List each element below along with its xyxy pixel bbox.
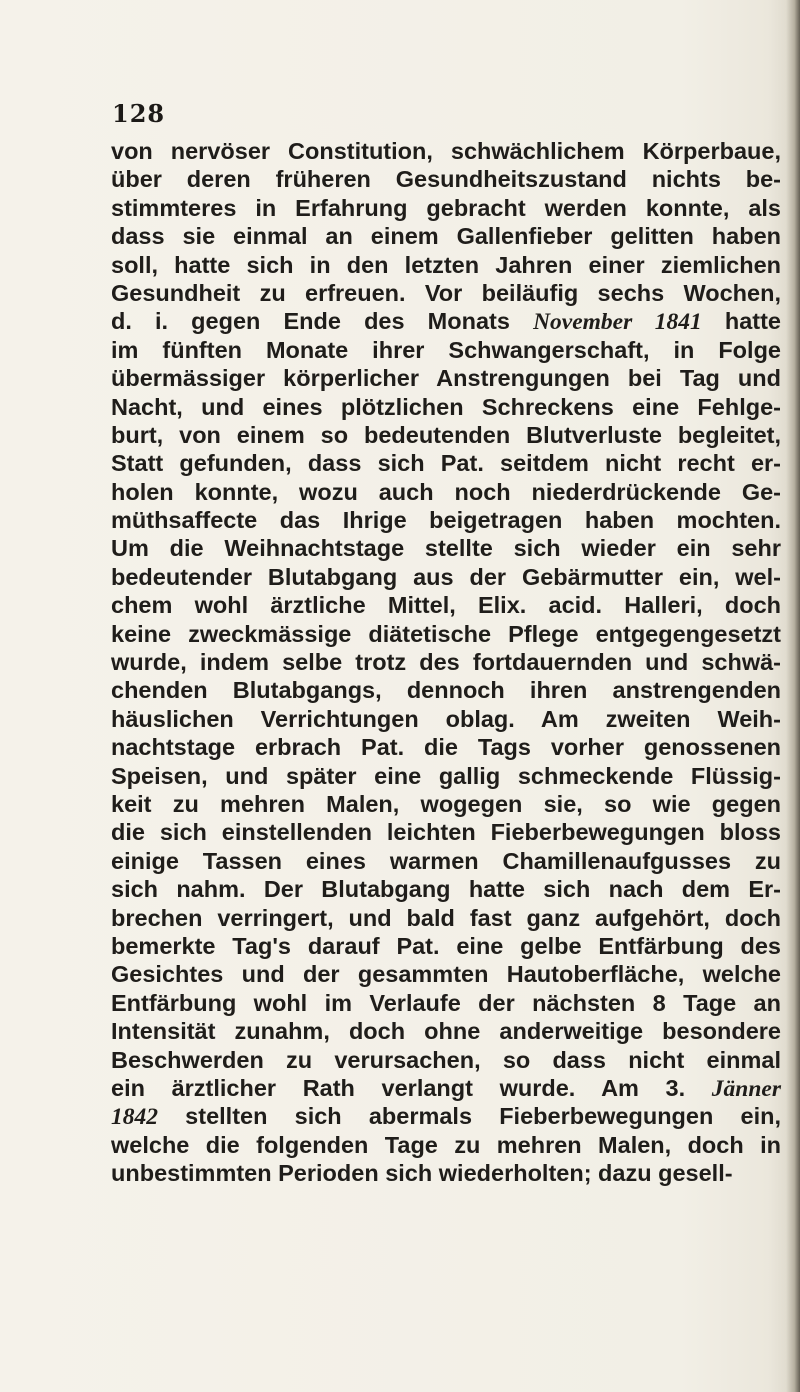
- text-segment: brechen verringert, und bald fast ganz aufgehört, doch: [111, 904, 781, 931]
- text-segment: hatte: [701, 308, 781, 335]
- text-segment: stellten sich abermals Fieberbewegungen ein,: [158, 1103, 781, 1130]
- text-segment: stimmteres in Erfahrung gebracht werden konnte, als: [111, 194, 781, 221]
- text-line: [111, 1131, 781, 1159]
- text-line: [111, 393, 781, 421]
- text-segment: sich nahm. Der Blutabgang hatte sich nach dem Er-: [111, 876, 781, 903]
- text-line: [111, 1046, 781, 1074]
- text-line: [111, 591, 781, 619]
- text-segment: dass sie einmal an einem Gallenfieber gelitten haben: [111, 223, 781, 250]
- text-line: [111, 676, 781, 704]
- text-line: [111, 1102, 781, 1130]
- text-line: [111, 336, 781, 364]
- text-segment: die sich einstellenden leichten Fieberbewegungen bloss: [111, 819, 781, 846]
- text-segment: übermässiger körperlicher Anstrengungen bei Tag und: [111, 365, 781, 392]
- text-segment: bemerkte Tag's darauf Pat. eine gelbe Entfärbung des: [111, 932, 781, 959]
- text-segment: nachtstage erbrach Pat. die Tags vorher genossenen: [111, 734, 781, 761]
- text-segment: soll, hatte sich in den letzten Jahren einer ziemlichen: [111, 251, 781, 278]
- text-segment: im fünften Monate ihrer Schwangerschaft, in Folge: [111, 336, 781, 363]
- text-line: [111, 421, 781, 449]
- text-segment: Beschwerden zu verursachen, so dass nicht einmal: [111, 1046, 781, 1073]
- text-line: [111, 194, 781, 222]
- text-segment: d. i. gegen Ende des Monats: [111, 308, 534, 335]
- text-line: [111, 279, 781, 307]
- text-line: [111, 875, 781, 903]
- text-line: [111, 762, 781, 790]
- text-segment: Nacht, und eines plötzlichen Schreckens eine Fehlge-: [111, 393, 781, 420]
- text-line: [111, 705, 781, 733]
- text-line: [111, 222, 781, 250]
- text-line: [111, 449, 781, 477]
- text-segment: keine zweckmässige diätetische Pflege entgegengesetzt: [111, 620, 781, 647]
- text-segment: häuslichen Verrichtungen oblag. Am zweiten Weih-: [111, 705, 781, 732]
- text-segment: Statt gefunden, dass sich Pat. seitdem nicht recht er-: [111, 450, 781, 477]
- text-line: [111, 478, 781, 506]
- text-line: [111, 307, 781, 335]
- text-segment: wurde, indem selbe trotz des fortdauernden und schwä-: [111, 649, 781, 676]
- text-line: [111, 847, 781, 875]
- text-segment: bedeutender Blutabgang aus der Gebärmutter ein, wel-: [111, 563, 781, 590]
- text-segment: über deren früheren Gesundheitszustand nichts be-: [111, 166, 781, 193]
- italic-text-segment: November 1841: [533, 309, 702, 336]
- text-segment: von nervöser Constitution, schwächlichem Körperbaue,: [111, 138, 781, 164]
- text-line: [111, 1074, 781, 1102]
- text-line: [111, 251, 781, 279]
- text-segment: einige Tassen eines warmen Chamillenaufgusses zu: [111, 847, 781, 874]
- text-segment: burt, von einem so bedeutenden Blutverluste begleitet,: [111, 421, 781, 448]
- text-line: [111, 904, 781, 932]
- text-segment: Gesichtes und der gesammten Hautoberfläche, welche: [111, 961, 781, 988]
- page-number: 128: [112, 99, 166, 128]
- text-line: [111, 818, 781, 846]
- text-line: [111, 932, 781, 960]
- text-segment: Speisen, und später eine gallig schmeckende Flüssig-: [111, 762, 781, 789]
- text-line: [111, 165, 781, 193]
- text-line: [111, 620, 781, 648]
- text-segment: welche die folgenden Tage zu mehren Malen, doch in: [111, 1131, 781, 1158]
- body-text: [111, 137, 781, 1187]
- text-line: [111, 790, 781, 818]
- text-line: [111, 534, 781, 562]
- text-line: [111, 1017, 781, 1045]
- text-segment: Entfärbung wohl im Verlaufe der nächsten 8 Tage an: [111, 989, 781, 1016]
- text-line: [111, 563, 781, 591]
- text-line: [111, 506, 781, 534]
- text-segment: ein ärztlicher Rath verlangt wurde. Am 3.: [111, 1074, 712, 1101]
- text-segment: chenden Blutabgangs, dennoch ihren anstrengenden: [111, 677, 781, 704]
- text-line: [111, 137, 781, 165]
- text-line: [111, 733, 781, 761]
- text-line: [111, 989, 781, 1017]
- text-segment: keit zu mehren Malen, wogegen sie, so wie gegen: [111, 790, 781, 817]
- text-segment: Intensität zunahm, doch ohne anderweitige besondere: [111, 1018, 781, 1045]
- text-segment: holen konnte, wozu auch noch niederdrückende Ge-: [111, 478, 781, 505]
- text-segment: unbestimmten Perioden sich wiederholten; dazu gesell-: [111, 1160, 733, 1187]
- page-edge-shadow: [786, 0, 800, 1392]
- italic-text-segment: 1842: [111, 1104, 158, 1131]
- text-segment: Gesundheit zu erfreuen. Vor beiläufig sechs Wochen,: [111, 279, 781, 306]
- italic-text-segment: Jänner: [711, 1075, 781, 1102]
- text-line: [111, 960, 781, 988]
- text-line: [111, 648, 781, 676]
- text-segment: chem wohl ärztliche Mittel, Elix. acid. Halleri, doch: [111, 592, 781, 619]
- text-segment: Um die Weihnachtstage stellte sich wieder ein sehr: [111, 535, 781, 562]
- text-line: [111, 364, 781, 392]
- text-segment: müthsaffecte das Ihrige beigetragen haben mochten.: [111, 507, 781, 534]
- text-line: [111, 1159, 781, 1187]
